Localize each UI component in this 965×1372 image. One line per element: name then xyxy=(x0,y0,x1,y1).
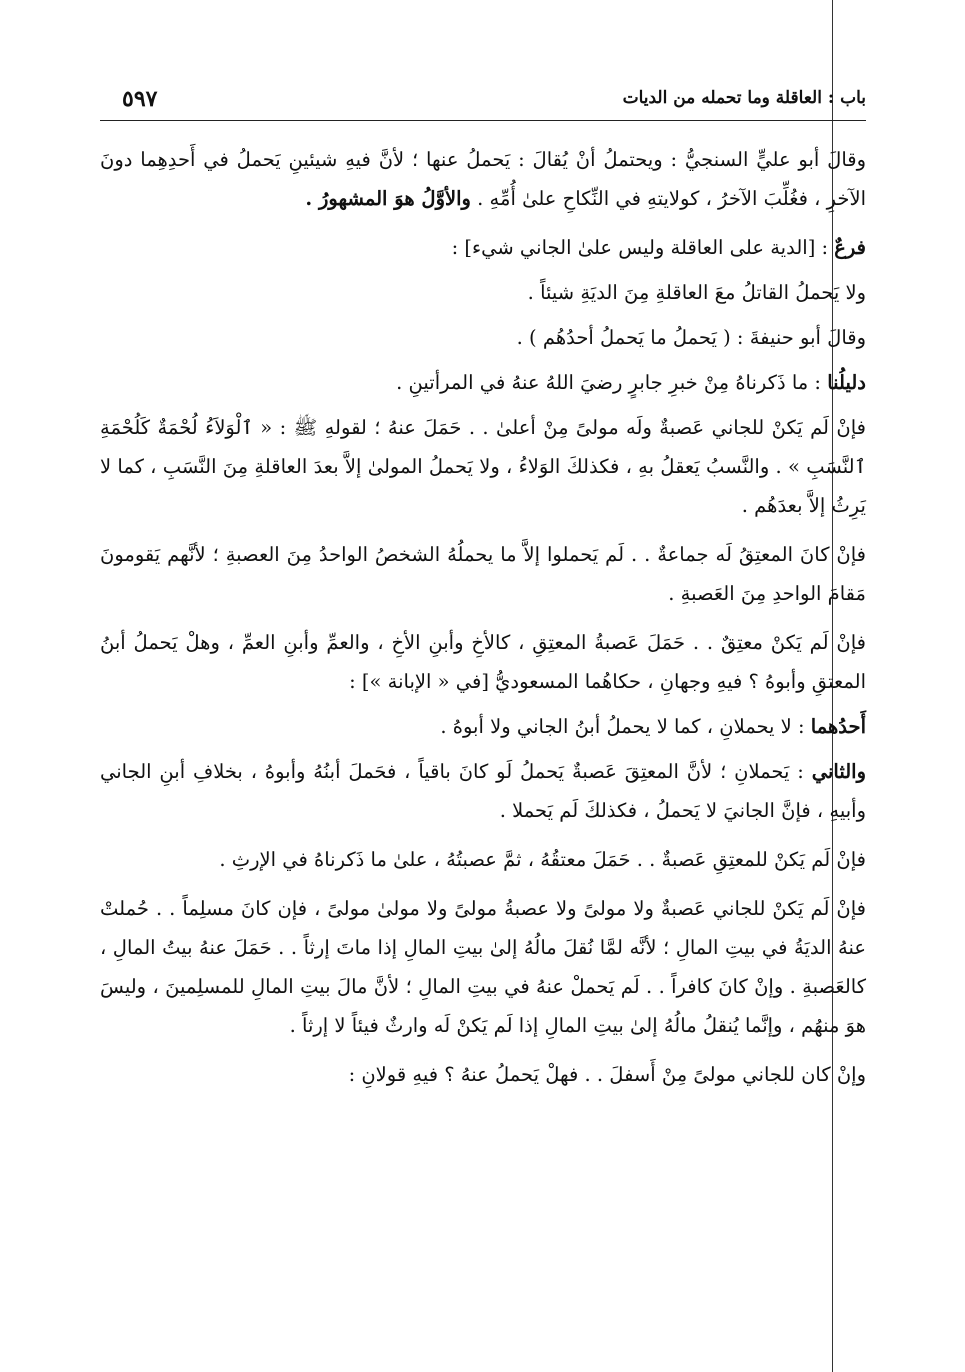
paragraph-section-heading xyxy=(100,228,866,267)
paragraph-text: فإنْ لَم يَكنْ للمعتِقِ عَصبةٌ . . حَمَلَ معتقُهُ ، ثمَّ عصبتُهُ ، علىٰ ما ذَكرناهُ في الإرثِ . xyxy=(219,848,866,871)
paragraph-text: فإنْ لَم يَكنْ للجاني عَصبةٌ ولَه مولىً مِنْ أعلىٰ . . حَمَلَ عنهُ ؛ لقولهِ ﷺ : « ٱلْوَلاَءُ لُحْمَةٌ كَلُحْمَةِ ٱلنَّسَبِ » . والنَّسبُ يَعقلُ بهِ ، فكذلكَ الوَلاءُ ، ولا يَحملُ المولىٰ إلاَّ بعدَ العاقلةِ مِنَ النَّسَبِ ، كما لا يَرِثُ إلاَّ بعدَهُم . xyxy=(100,416,866,517)
paragraph-text: فإنْ لَم يَكنْ للجاني عَصبةٌ ولا مولىً ولا عصبةُ مولىً ولا مولىٰ مولىً ، فإن كانَ مسلِماً . . حُملتْ عنهُ الديَةُ في بيتِ المالِ ؛ لأنَّه لمَّا نُقلَ مالُهُ إلىٰ بيتِ المالِ إذا ماتَ إرثاً . . حَمَلَ عنهُ بيتُ المالِ ، كالعَصبةِ . وإنْ كانَ كافراً . . لَم يَحملْ عنهُ في بيتِ المالِ ؛ لأنَّ مالَ بيتِ المالِ للمسلِمينَ ، وليسَ هوَ منهُم ، وإنَّما يُنقلُ مالُهُ إلىٰ بيتِ المالِ إذا لَم يَكنْ لَه وارثٌ فيئاً لا إرثاً . xyxy=(100,897,866,1037)
paragraph-killer-not-bearing xyxy=(100,273,866,312)
paragraph-text: وإنْ كان للجاني مولىً مِنْ أَسفلَ . . فهلْ يَحملُ عنهُ ؟ فيهِ قولانِ : xyxy=(348,1063,866,1086)
paragraph-abu-hanifa xyxy=(100,318,866,357)
paragraph-text: فإنْ لَم يَكنْ معتِقٌ . . حَمَلَ عَصبةُ المعتِقِ ، كالأخِ وأبنِ الأخِ ، والعمِّ وأبنِ العمِّ ، وهلْ يَحملُ أبنُ المعتقِ وأبوهُ ؟ فيهِ وجهانِ ، حكاهُما المسعوديُّ [في « الإبانة »] : xyxy=(100,631,866,693)
paragraph-text: فإنْ كانَ المعتِقُ لَه جماعةٌ . . لَم يَحملوا إلاَّ ما يحملُهُ الشخصُ الواحدُ مِنَ العصبةِ ؛ لأنَّهم يَقومونَ مَقامَ الواحدِ مِنَ العَصبةِ . xyxy=(100,543,866,605)
paragraph-second-view xyxy=(100,752,866,830)
paragraph-text: وقالَ أبو حنيفةَ : ( يَحملُ ما يَحملُ أحدُهُم ) . xyxy=(516,326,866,349)
running-title: باب : العاقلة وما تحمله من الديات xyxy=(622,88,866,108)
page-header xyxy=(100,86,866,121)
page-number: ٥٩٧ xyxy=(122,86,158,112)
paragraph-wala-hadith xyxy=(100,408,866,525)
paragraph-group-manumitters xyxy=(100,535,866,613)
paragraph-manumitter-no-relatives xyxy=(100,840,866,879)
section-label: فرعٌ xyxy=(834,236,866,259)
paragraph-evidence xyxy=(100,363,866,402)
paragraph-conclusion: والأوَّلُ هوَ المشهورُ . xyxy=(305,187,471,210)
paragraph-treasury xyxy=(100,889,866,1045)
paragraph-manumitter-relatives xyxy=(100,623,866,701)
paragraph-text: : يَحملانِ ؛ لأنَّ المعتِقَ عَصبةٌ يَحملُ لَو كانَ باقياً ، فحَملَ أبنُهُ وأبوهُ ، بخلافِ أبنِ الجاني وأبيهِ ، فإنَّ الجانيَ لا يَحملُ ، فكذلكَ لَم يَحملا . xyxy=(100,760,866,822)
first-view-label: أَحدُهما xyxy=(810,715,866,738)
section-title: : [الدية على العاقلة وليس علىٰ الجاني شيء] : xyxy=(451,236,829,259)
paragraph-lower-client xyxy=(100,1055,866,1094)
paragraph-text: ولا يَحملُ القاتلُ معَ العاقلةِ مِنَ الديَةِ شيئاً . xyxy=(527,281,866,304)
second-view-label: والثاني xyxy=(811,760,866,783)
paragraph-text: وقالَ أبو عليٍّ السنجيُّ : ويحتملُ أنْ يُقالَ : يَحملُ عنها ؛ لأنَّ فيهِ شيئينِ يَحملُ في أَحدِهِما دونَ الآخرِ ، فغُلِّبَ الآخرُ ، كولايتهِ في النِّكاحِ علىٰ أُمِّهِ . xyxy=(100,148,866,210)
paragraph-first-view xyxy=(100,707,866,746)
paragraph-text: : ما ذَكرناهُ مِنْ خبرِ جابرٍ رضيَ اللهُ عنهُ في المرأتينِ . xyxy=(396,371,821,394)
paragraph-sanji-opinion xyxy=(100,140,866,218)
paragraph-text: : لا يحملانِ ، كما لا يحملُ أبنُ الجاني ولا أبوهُ . xyxy=(440,715,805,738)
evidence-label: دليلُنا xyxy=(827,371,866,394)
page-body xyxy=(100,140,866,1104)
